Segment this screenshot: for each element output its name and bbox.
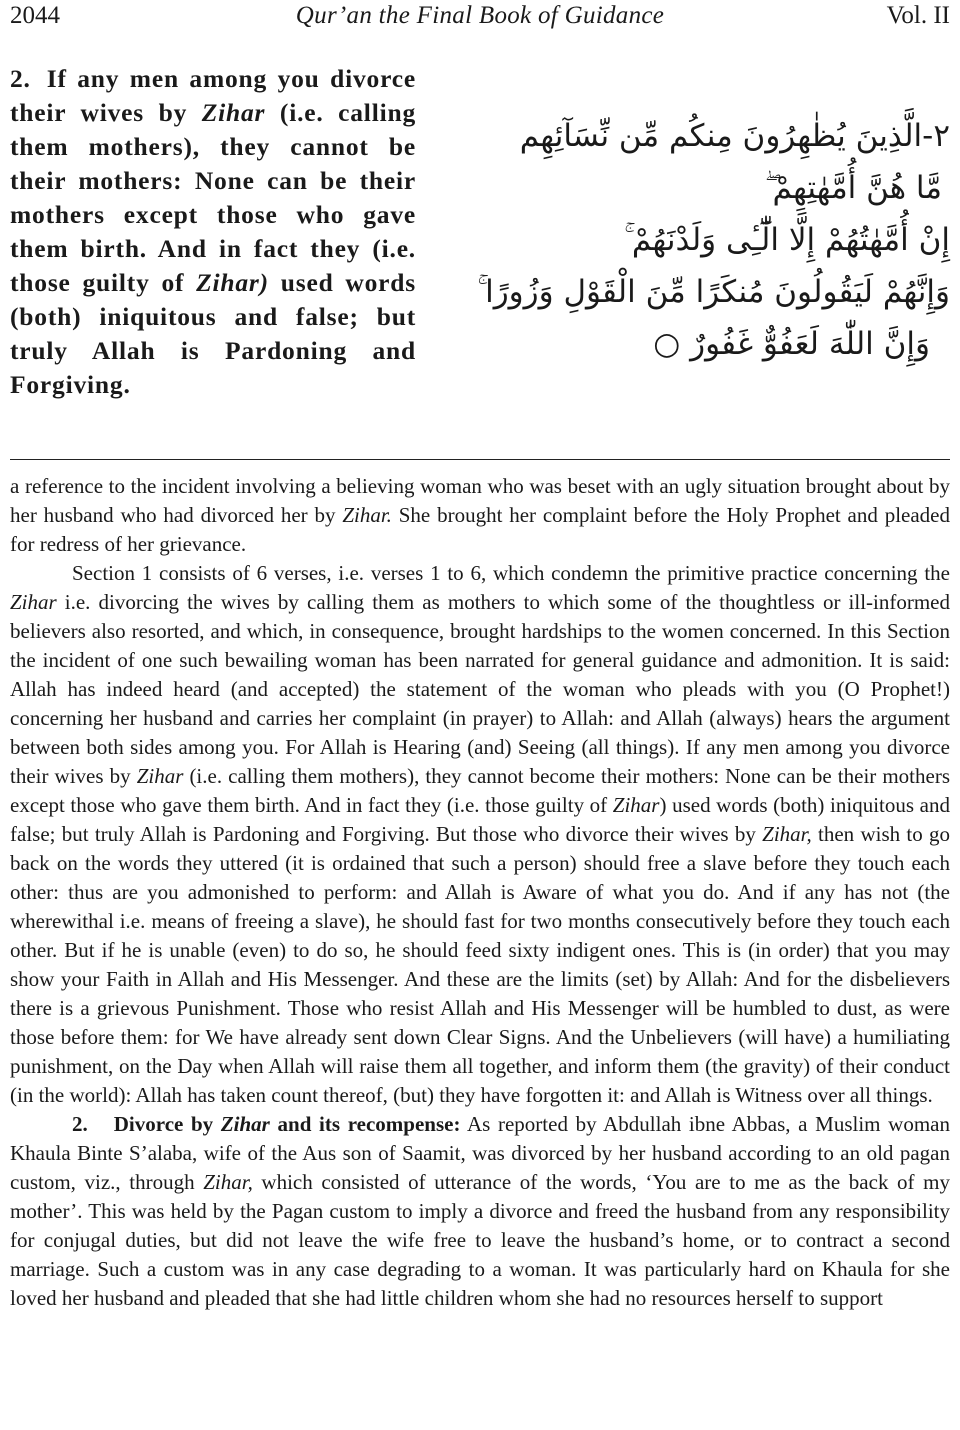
- term: Zihar: [136, 764, 184, 788]
- text-run: ) used words (both) iniquitous and false; but truly Allah is Pardoning and Forgiving. But those who divorce their wives by: [10, 793, 950, 846]
- text-run: which consisted of utterance of the words, ‘You are to me as the back of my mother’. This was held by the Pagan custom to imply a divorce and freed the husband from any responsibility for conjugal duties, but did not leave the wife free to leave the husband’s home, or to contract a second marriage. Such a custom was in any case degrading to a woman. It was particularly hard on Khaula for she loved her husband and pleaded that she had little children whom she had no resources herself to support: [10, 1170, 950, 1310]
- text-run: She brought her complaint before the Holy Prophet and pleaded for redress of her grievance.: [10, 503, 950, 556]
- term: Zihar: [612, 793, 660, 817]
- term: Zihar,: [762, 822, 812, 846]
- verse-text: (i.e. calling them mothers), they cannot be their mothers: None can be their mothers except those who gave them birth. And in fact they (i.e. those guilty of: [10, 98, 416, 297]
- verse-text: used words (both) iniquitous and false; but truly Allah is Pardoning and Forgiving.: [10, 268, 416, 399]
- commentary-body: [10, 472, 950, 1313]
- heading-text: and its recompense:: [269, 1112, 461, 1136]
- section-heading: [114, 1112, 461, 1136]
- running-header: [10, 2, 950, 34]
- volume-label: Vol. II: [886, 2, 950, 29]
- term: Zihar.: [342, 503, 392, 527]
- text-run: i.e. divorcing the wives by calling them as mothers to which some of the thoughtless or ill-informed believers also resorted, and which, in consequence, brought hardships to the women concerned. In this Section the incident of one such bewailing woman has been narrated for general guidance and admonition. It is said: Allah has indeed heard (and accepted) the statement of the woman who pleads with you (O Prophet!) concerning her husband and carries her complaint (in prayer) to Allah: and Allah (always) hears the argument between both sides among you. For Allah is Hearing (and) Seeing (all things). If any men among you divorce their wives by: [10, 590, 950, 788]
- text-run: then wish to go back on the words they uttered (it is ordained that such a person) should free a slave before they touch each other: thus are you admonished to perform: and Allah is Aware of what you do. And if any has not (the wherewithal i.e. means of freeing a slave), he should fast for two months consecutively before they touch each other. But if he is unable (even) to do so, he should feed sixty indigent ones. This is (in order) that you may show your Faith in Allah and His Messenger. And these are the limits (set) by Allah: And for the disbelievers there is a grievous Punishment. Those who resist Allah and His Messenger will be humbled to dust, as were those before them: for We have already sent down Clear Signs. And the Unbelievers (will have) a humiliating punishment, on the Day when Allah will raise them all together, and inform them (the gravity) of their conduct (in the world): Allah has taken count thereof, (but) they have forgotten it: and Allah is Witness over all things.: [10, 822, 950, 1107]
- term: Zihar: [10, 590, 57, 614]
- verse-term: Zihar: [201, 98, 266, 127]
- verse-translation: [10, 62, 416, 402]
- page-number: 2044: [10, 2, 60, 29]
- arabic-line: ٢-الَّذِينَ يُظٰهِرُونَ مِنكُم مِّن نِّسَآئِهِم: [519, 118, 950, 154]
- text-run: As reported by Abdullah ibne Abbas, a Muslim woman Khaula Binte S’alaba, wife of the Aus son of Saamit, was divorced by her husband according to an old pagan custom, viz., through: [10, 1112, 950, 1194]
- term: Zihar: [220, 1112, 270, 1136]
- verse-number: 2.: [10, 64, 31, 93]
- section-divider: [10, 459, 950, 460]
- arabic-verse: [477, 110, 950, 370]
- text-run: a reference to the incident involving a believing woman who was beset with an ugly situation brought about by her husband who had divorced her by: [10, 474, 950, 527]
- arabic-line: وَإِنَّ اللّٰهَ لَعَفُوٌّ غَفُورٌ ○: [653, 326, 930, 362]
- term: Zihar,: [203, 1170, 253, 1194]
- arabic-line: إِنْ أُمَّهٰتُهُمْ إِلَّا الّٰٓـِٔى وَلَدْنَهُمْ ۚ: [624, 222, 950, 258]
- paragraph: [10, 559, 950, 1110]
- text-run: Section 1 consists of 6 verses, i.e. verses 1 to 6, which condemn the primitive practice concerning the: [72, 561, 950, 585]
- verse-text: If any men among you divorce their wives by: [10, 64, 416, 127]
- paragraph: [10, 472, 950, 559]
- section-number: 2.: [72, 1112, 88, 1136]
- paragraph: [10, 1110, 950, 1313]
- arabic-line: مَّا هُنَّ أُمَّهٰتِهِمْ ۖ: [764, 170, 942, 206]
- book-title: Qur’an the Final Book of Guidance: [295, 2, 665, 29]
- verse-term: Zihar): [196, 268, 269, 297]
- heading-text: Divorce by: [113, 1112, 221, 1136]
- text-run: (i.e. calling them mothers), they cannot become their mothers: None can be their mothers except those who gave them birth. And in fact they (i.e. those guilty of: [10, 764, 950, 817]
- arabic-line: وَإِنَّهُمْ لَيَقُولُونَ مُنكَرًا مِّنَ الْقَوْلِ وَزُورًا ۚ: [477, 274, 950, 310]
